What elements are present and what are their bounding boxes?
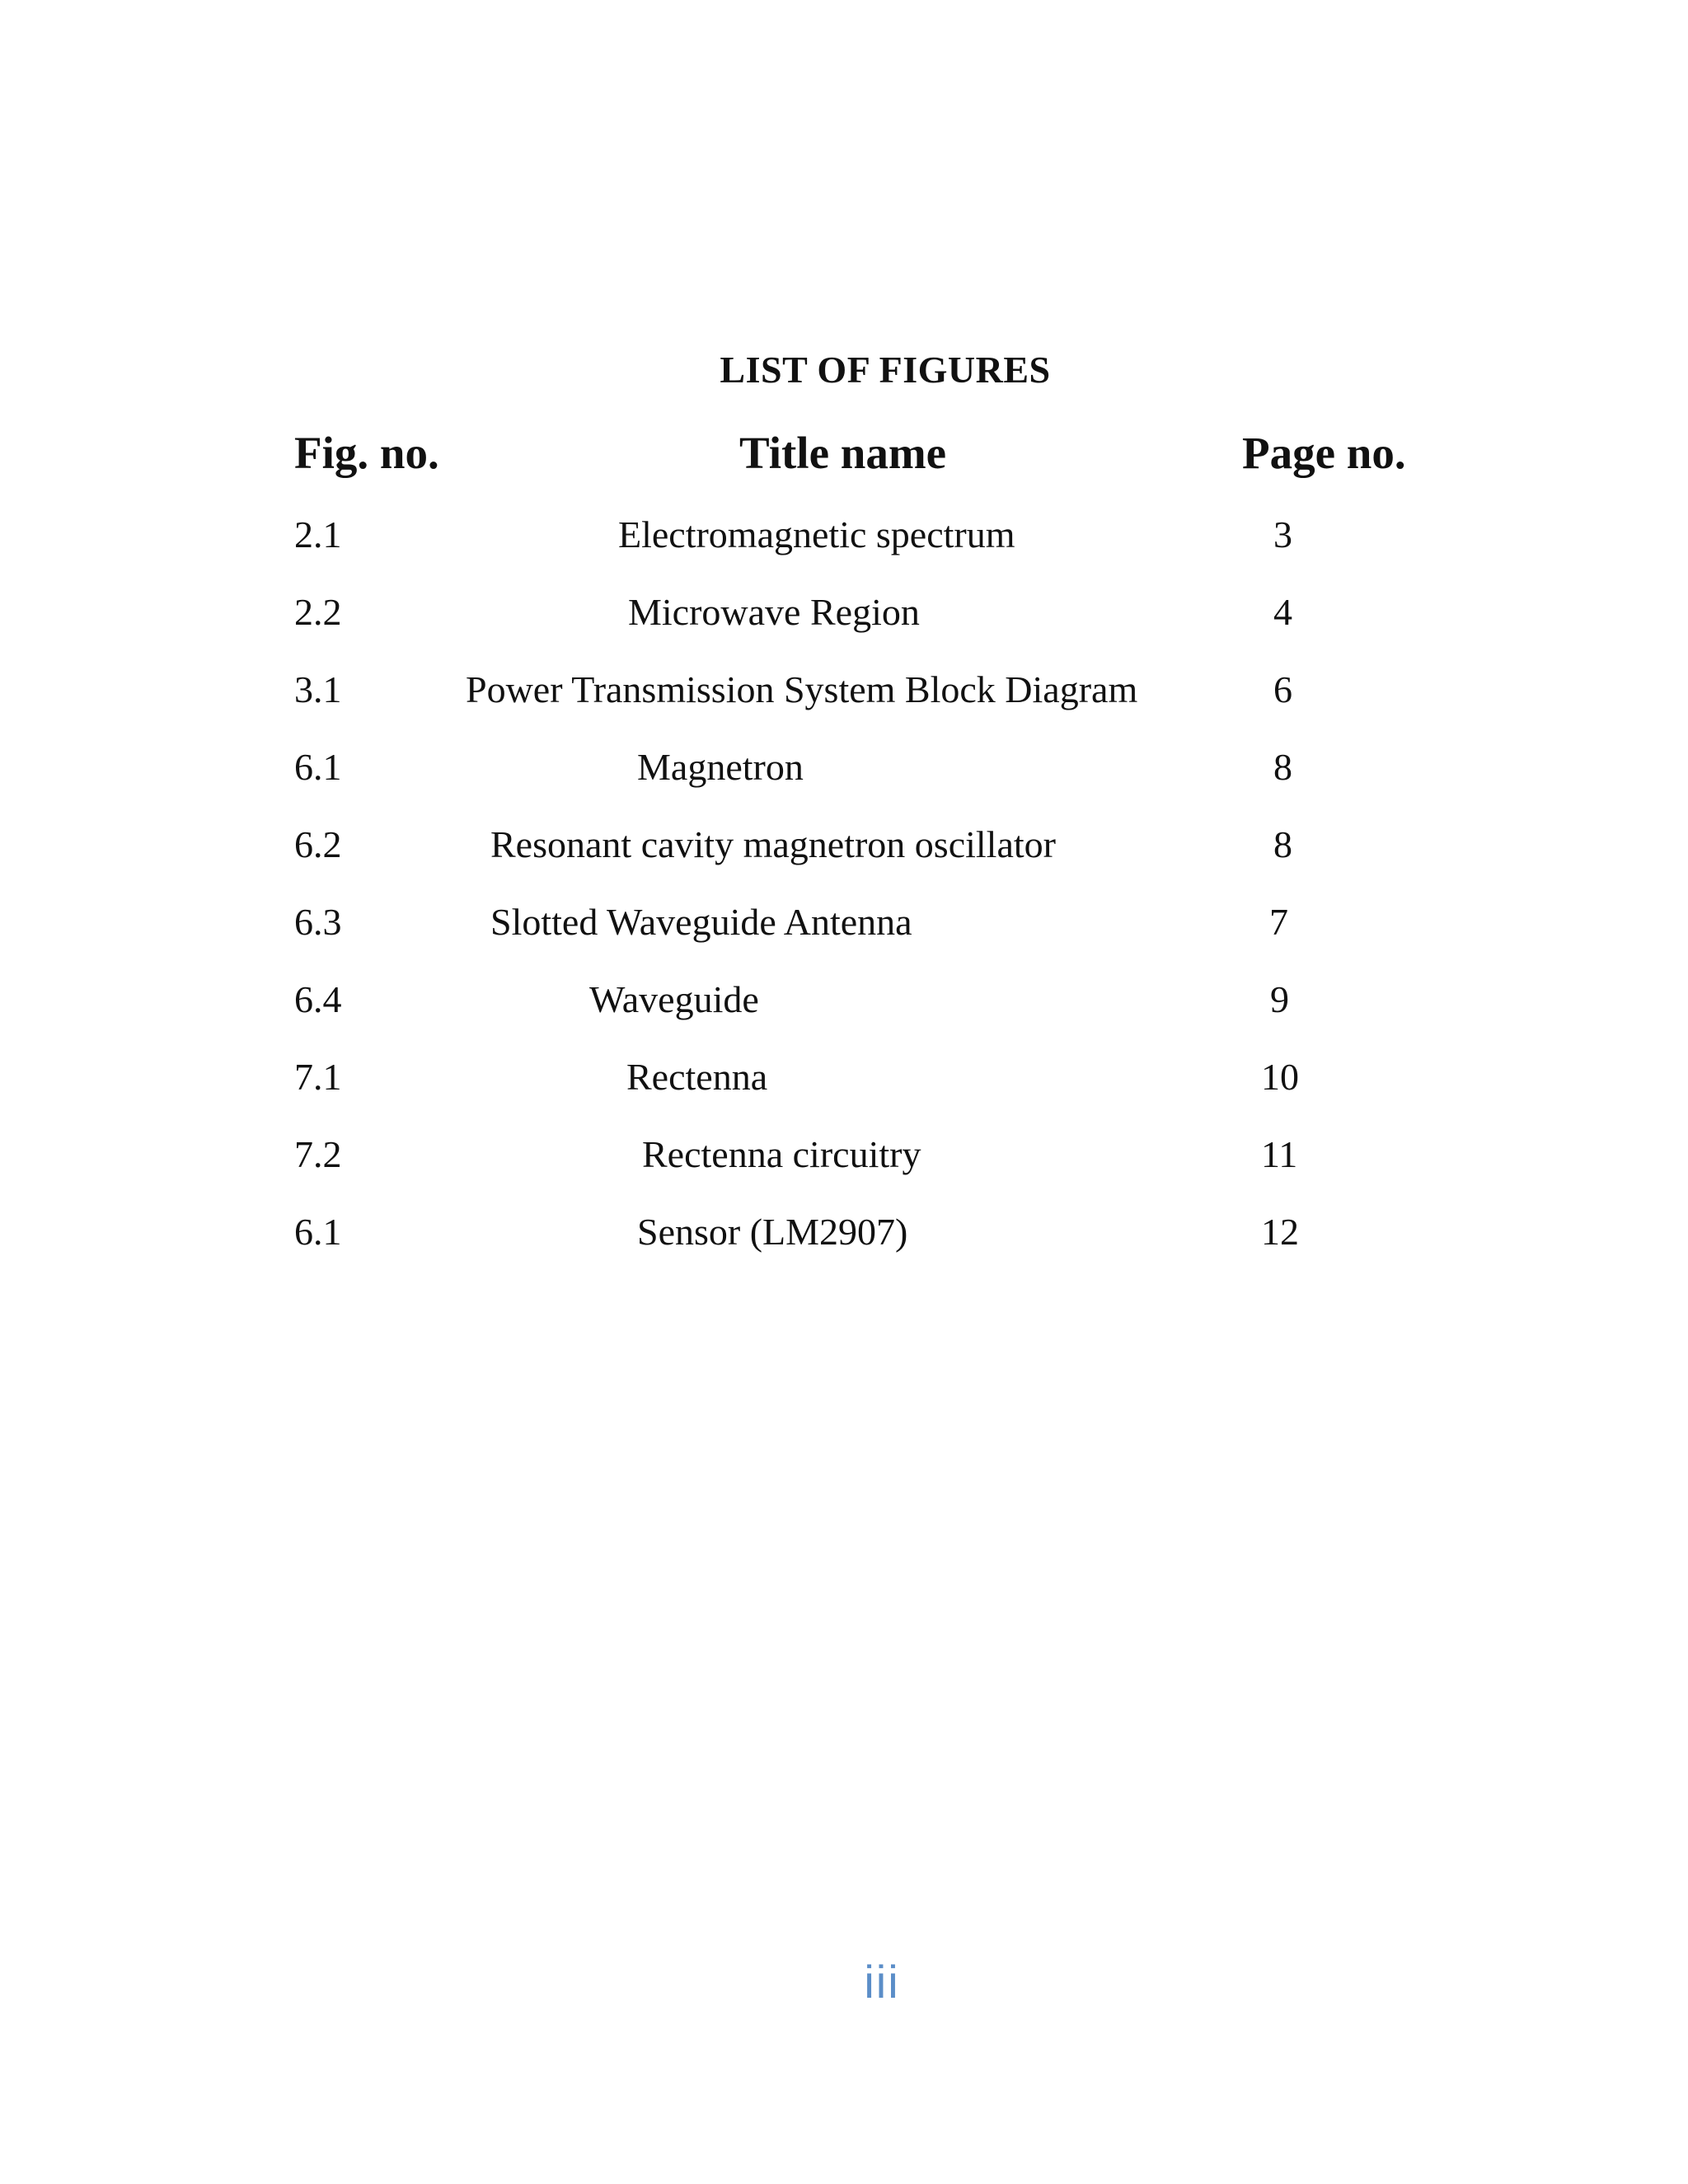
figure-title: Waveguide <box>589 978 759 1020</box>
figure-title: Slotted Waveguide Antenna <box>490 901 912 943</box>
figure-row <box>0 1055 1688 1113</box>
figure-page-number: 11 <box>1261 1133 1298 1175</box>
figure-number: 3.1 <box>294 668 342 710</box>
figure-number: 7.2 <box>294 1133 342 1175</box>
figure-page-number: 6 <box>1273 668 1292 710</box>
column-header-fig-no: Fig. no. <box>294 428 439 478</box>
figure-page-number: 10 <box>1261 1056 1299 1098</box>
figure-number: 7.1 <box>294 1056 342 1098</box>
figure-title: Sensor (LM2907) <box>637 1211 908 1253</box>
figure-page-number: 7 <box>1269 901 1288 943</box>
figure-row <box>0 668 1688 725</box>
figure-page-number: 8 <box>1273 746 1292 788</box>
figure-page-number: 12 <box>1261 1211 1299 1253</box>
figure-row <box>0 823 1688 880</box>
figure-row <box>0 977 1688 1035</box>
figure-page-number: 8 <box>1273 823 1292 865</box>
figure-page-number: 4 <box>1273 591 1292 633</box>
figure-row <box>0 590 1688 648</box>
page-number-footer: iii <box>864 1956 900 2008</box>
figure-page-number: 9 <box>1270 978 1289 1020</box>
figure-number: 6.1 <box>294 746 342 788</box>
figure-page-number: 3 <box>1273 513 1292 555</box>
figure-number: 6.2 <box>294 823 342 865</box>
figure-row <box>0 1132 1688 1190</box>
figure-number: 6.3 <box>294 901 342 943</box>
figure-row <box>0 900 1688 958</box>
figure-title: Magnetron <box>637 746 804 788</box>
figure-title: Rectenna <box>626 1056 768 1098</box>
column-header-page-no: Page no. <box>1242 428 1406 478</box>
figure-number: 6.1 <box>294 1211 342 1253</box>
figure-title: Electromagnetic spectrum <box>618 513 1015 555</box>
figure-row <box>0 1210 1688 1268</box>
figure-row <box>0 513 1688 570</box>
figure-number: 2.1 <box>294 513 342 555</box>
figure-title: Power Transmission System Block Diagram <box>466 668 1138 710</box>
figure-number: 6.4 <box>294 978 342 1020</box>
figure-row <box>0 745 1688 803</box>
column-header-title-name: Title name <box>739 428 947 478</box>
figure-title: Resonant cavity magnetron oscillator <box>490 823 1056 865</box>
figure-title: Microwave Region <box>628 591 920 633</box>
page-title: LIST OF FIGURES <box>720 349 1051 391</box>
figure-number: 2.2 <box>294 591 342 633</box>
figure-title: Rectenna circuitry <box>642 1133 921 1175</box>
